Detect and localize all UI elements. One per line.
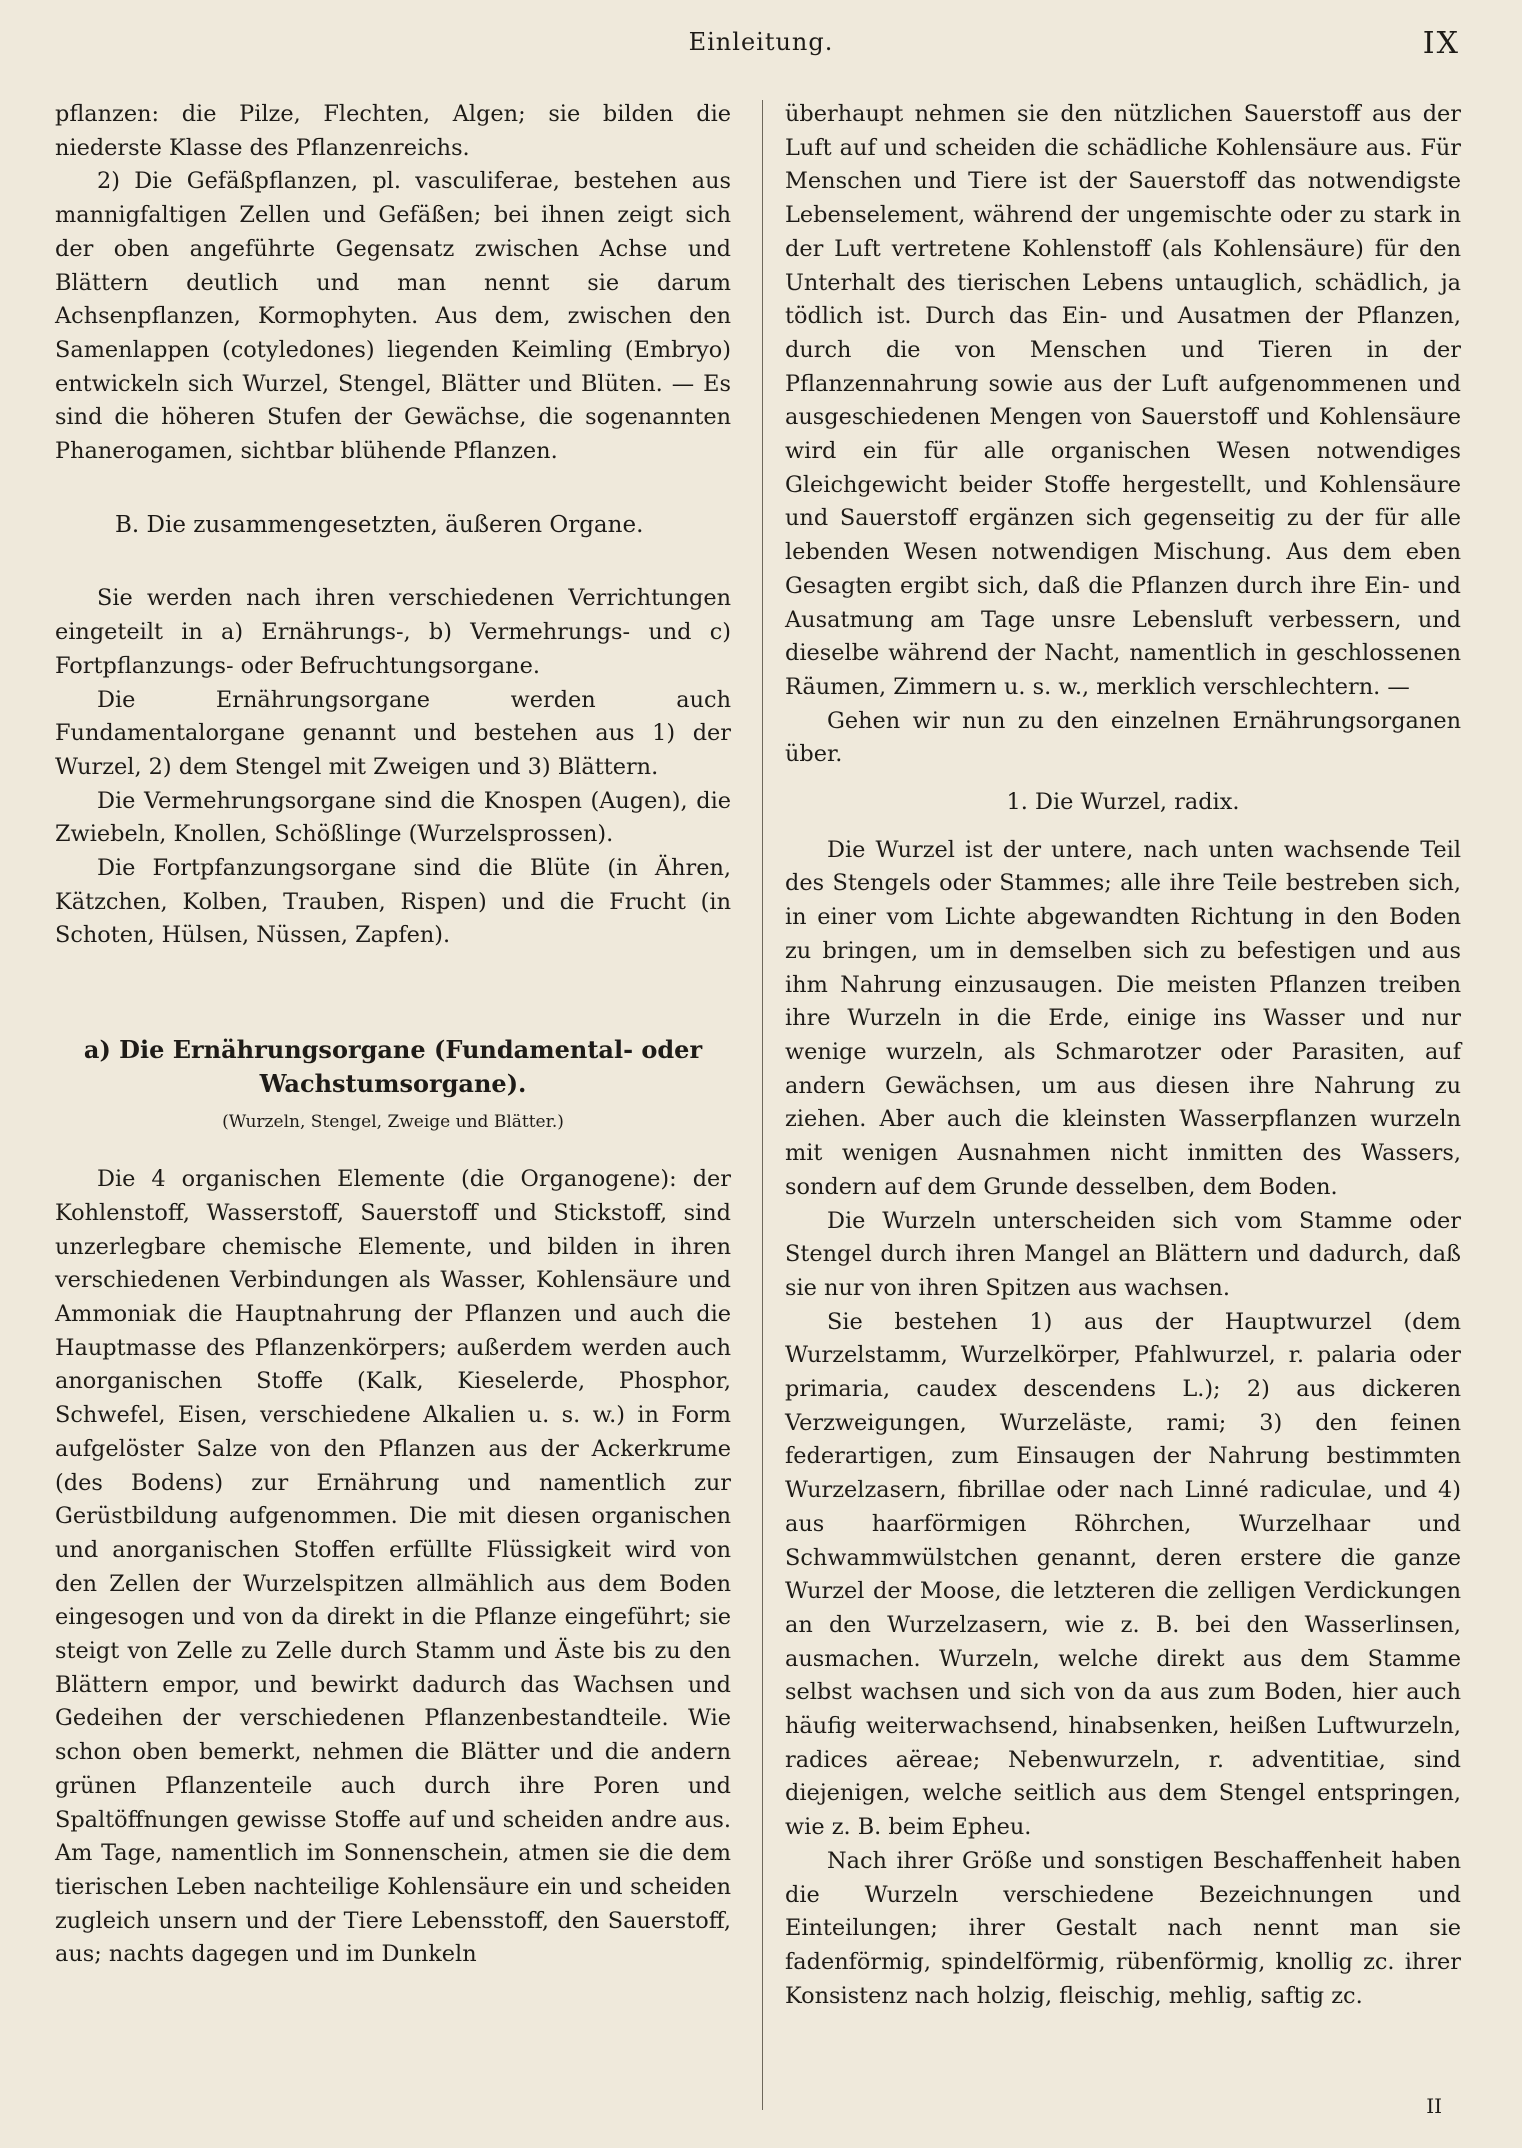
signature-mark: II bbox=[1426, 2094, 1442, 2118]
subsection-subheading: (Wurzeln, Stengel, Zweige und Blätter.) bbox=[222, 1112, 564, 1133]
paragraph: Die Fortpfanzungsorgane sind die Blüte (in Ähren, Kätzchen, Kolben, Trauben, Rispen) und die Frucht (in Schoten, Hülsen, Nüssen, Zapfen). bbox=[55, 855, 731, 949]
paragraph: Die 4 organischen Elemente (die Organogene): der Kohlenstoff, Wasserstoff, Sauerstoff und Stickstoff, sind unzerlegbare chemische Elemente, und bilden in ihren verschiedenen Verbindungen als Wasser, Kohlensäure und Ammoniak die Hauptnahrung der Pflanzen und auch die Hauptmasse des Pflanzenkörpers; außerdem werden auch anorganischen Stoffe (Kalk, Kieselerde, Phosphor, Schwefel, Eisen, verschiedene Alkalien u. s. w.) in Form aufgelöster Salze von den Pflanzen aus der Ackerkrume (des Bodens) zur Ernährung und namentlich zur Gerüstbildung aufgenommen. Die mit diesen organischen und anorganischen Stoffen erfüllte Flüssigkeit wird von den Zellen der Wurzelspitzen allmählich aus dem Boden eingesogen und von da direkt in die Pflanze eingeführt; sie steigt von Zelle zu Zelle durch Stamm und Äste bis zu den Blättern empor, und bewirkt dadurch das Wachsen und Gedeihen der verschiedenen Pflanzenbestandteile. Wie schon oben bemerkt, nehmen die Blätter und die andern grünen Pflanzenteile auch durch ihre Poren und Spaltöffnungen gewisse Stoffe auf und scheiden andre aus. Am Tage, namentlich im Sonnenschein, atmen sie die dem tierischen Leben nachteilige Kohlensäure ein und scheiden zugleich unsern und der Tiere Lebensstoff, den Sauerstoff, aus; nachts dagegen und im Dunkeln bbox=[55, 1166, 731, 1968]
paragraph: Die Ernährungsorgane werden auch Fundamentalorgane genannt und bestehen aus 1) der Wurzel, 2) dem Stengel mit Zweigen und 3) Blättern. bbox=[55, 686, 731, 780]
paragraph: Sie bestehen 1) aus der Hauptwurzel (dem Wurzelstamm, Wurzelkörper, Pfahlwurzel, r. palaria oder primaria, caudex descendens L.); 2) aus dickeren Verzweigungen, Wurzeläste, rami; 3) den feinen federartigen, zum Einsaugen der Nahrung bestimmten Wurzelzasern, fibrillae oder nach Linné radiculae, und 4) aus haarförmigen Röhrchen, Wurzelhaar und Schwammwülstchen genannt, deren erstere die ganze Wurzel der Moose, die letzteren die zelligen Verdickungen an den Wurzelzasern, wie z. B. bei den Wasserlinsen, ausmachen. Wurzeln, welche direkt aus dem Stamme selbst wachsen und sich von da aus zum Boden, hier auch häufig weiterwachsend, hinabsenken, heißen Luftwurzeln, radices aëreae; Nebenwurzeln, r. adventitiae, sind diejenigen, welche seitlich aus dem Stengel entspringen, wie z. B. beim Epheu. bbox=[785, 1308, 1461, 1841]
paragraph: Nach ihrer Größe und sonstigen Beschaffenheit haben die Wurzeln verschiedene Bezeichnungen und Einteilungen; ihrer Gestalt nach nennt man sie fadenförmig, spindelförmig, rübenförmig, knollig zc. ihrer Konsistenz nach holzig, fleischig, mehlig, saftig zc. bbox=[785, 1847, 1461, 2009]
section-heading: B. Die zusammengesetzten, äußeren Organe. bbox=[115, 511, 644, 538]
paragraph: Die Wurzel ist der untere, nach unten wachsende Teil des Stengels oder Stammes; alle ihre Teile bestreben sich, in einer vom Lichte abgewandten Richtung in den Boden zu bringen, um in demselben sich zu befestigen und aus ihm Nahrung einzusaugen. Die meisten Pflanzen treiben ihre Wurzeln in die Erde, einige ins Wasser und nur wenige wurzeln, als Schmarotzer oder Parasiten, auf andern Gewächsen, um aus diesen ihre Nahrung zu ziehen. Aber auch die kleinsten Wasserpflanzen wurzeln mit wenigen Ausnahmen nicht inmitten des Wassers, sondern auf dem Grunde desselben, dem Boden. bbox=[785, 836, 1461, 1200]
page-header bbox=[0, 22, 1522, 72]
paragraph: Die Vermehrungsorgane sind die Knospen (Augen), die Zwiebeln, Knollen, Schößlinge (Wurzelsprossen). bbox=[55, 787, 731, 848]
paragraph: Gehen wir nun zu den einzelnen Ernährungsorganen über. bbox=[785, 707, 1461, 768]
section-heading-wurzel: 1. Die Wurzel, radix. bbox=[1006, 789, 1240, 816]
subsection-heading: a) Die Ernährungsorgane (Fundamental- oder Wachstumsorgane). bbox=[83, 1035, 703, 1099]
right-column bbox=[785, 98, 1461, 2013]
paragraph: Die Wurzeln unterscheiden sich vom Stamme oder Stengel durch ihren Mangel an Blättern und dadurch, daß sie nur von ihren Spitzen aus wachsen. bbox=[785, 1207, 1461, 1301]
column-divider bbox=[762, 100, 763, 2110]
paragraph: 2) Die Gefäßpflanzen, pl. vasculiferae, bestehen aus mannigfaltigen Zellen und Gefäßen; bei ihnen zeigt sich der oben angeführte Gegensatz zwischen Achse und Blättern deutlich und man nennt sie darum Achsenpflanzen, Kormophyten. Aus dem, zwischen den Samenlappen (cotyledones) liegenden Keimling (Embryo) entwickeln sich Wurzel, Stengel, Blätter und Blüten. — Es sind die höheren Stufen der Gewächse, die sogenannten Phanerogamen, sichtbar blühende Pflanzen. bbox=[55, 168, 731, 465]
page-number: IX bbox=[1422, 26, 1460, 61]
paragraph: pflanzen: die Pilze, Flechten, Algen; sie bilden die niederste Klasse des Pflanzenreichs. bbox=[55, 101, 731, 161]
paragraph: Sie werden nach ihren verschiedenen Verrichtungen eingeteilt in a) Ernährungs-, b) Vermehrungs- und c) Fortpflanzungs- oder Befruchtungsorgane. bbox=[55, 585, 731, 679]
running-head: Einleitung. bbox=[688, 28, 834, 56]
paragraph: überhaupt nehmen sie den nützlichen Sauerstoff aus der Luft auf und scheiden die schädliche Kohlensäure aus. Für Menschen und Tiere ist der Sauerstoff das notwendigste Lebenselement, während der ungemischte oder zu stark in der Luft vertretene Kohlenstoff (als Kohlensäure) für den Unterhalt des tierischen Lebens untauglich, schädlich, ja tödlich ist. Durch das Ein- und Ausatmen der Pflanzen, durch die von Menschen und Tieren in der Pflanzennahrung sowie aus der Luft aufgenommenen und ausgeschiedenen Mengen von Sauerstoff und Kohlensäure wird ein für alle organischen Wesen notwendiges Gleichgewicht beider Stoffe hergestellt, und Kohlensäure und Sauerstoff ergänzen sich gegenseitig zu der für alle lebenden Wesen notwendigen Mischung. Aus dem eben Gesagten ergibt sich, daß die Pflanzen durch ihre Ein- und Ausatmung am Tage unsre Lebensluft verbessern, und dieselbe während der Nacht, namentlich in geschlossenen Räumen, Zimmern u. s. w., merklich verschlechtern. — bbox=[785, 101, 1461, 700]
left-column bbox=[55, 98, 731, 1972]
